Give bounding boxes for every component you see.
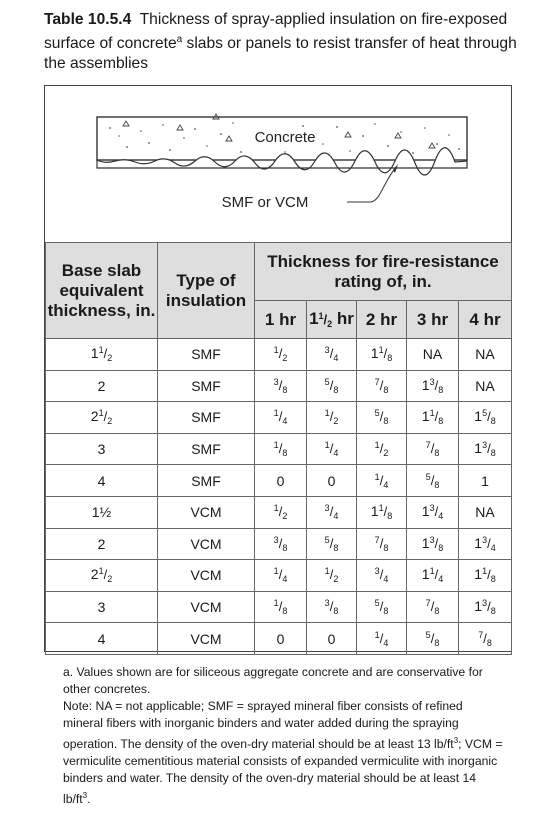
- cell-base-slab: 1½: [46, 496, 158, 528]
- cell-thickness: $^7/_8$: [407, 591, 459, 623]
- caption-footnote-mark: a: [176, 34, 183, 45]
- table-row: [46, 465, 512, 497]
- cell-type: SMF: [158, 339, 255, 371]
- cell-thickness: $1^1/_8$: [459, 560, 512, 592]
- slab-figure: [45, 86, 511, 242]
- cell-type: VCM: [158, 496, 255, 528]
- cell-type: VCM: [158, 591, 255, 623]
- cell-thickness: $^5/_8$: [307, 370, 357, 402]
- header-type: Type of insulation: [158, 243, 255, 339]
- cell-type: SMF: [158, 402, 255, 434]
- cell-base-slab: 2: [46, 528, 158, 560]
- cell-thickness: $1^3/_4$: [459, 528, 512, 560]
- footnote-a: a. Values shown are for siliceous aggregate concrete and are conservative for other concretes.: [63, 665, 483, 696]
- caption-text-1: Thickness of spray-applied insulation on fire-exposed surface of concrete: [44, 11, 508, 53]
- cell-base-slab: 4: [46, 465, 158, 497]
- cell-base-slab: $1^1/_2$: [46, 339, 158, 371]
- cell-type: SMF: [158, 433, 255, 465]
- cell-thickness: $1^3/_8$: [407, 370, 459, 402]
- table-row: [46, 591, 512, 623]
- note-sup-1: 3: [453, 736, 459, 745]
- cell-thickness: NA: [459, 339, 512, 371]
- cell-thickness: $1^3/_8$: [459, 433, 512, 465]
- header-rating: 2 hr: [357, 301, 407, 339]
- cell-type: SMF: [158, 465, 255, 497]
- cell-thickness: 0: [307, 623, 357, 655]
- cell-thickness: $1^1/_8$: [357, 339, 407, 371]
- cell-thickness: $1^3/_4$: [407, 496, 459, 528]
- cell-thickness: $^1/_4$: [307, 433, 357, 465]
- insulation-table: [45, 242, 512, 655]
- leader-line: [347, 166, 397, 202]
- cell-thickness: $^1/_4$: [357, 623, 407, 655]
- cell-thickness: $1^3/_8$: [459, 591, 512, 623]
- cell-base-slab: 3: [46, 591, 158, 623]
- cell-thickness: $^1/_2$: [255, 339, 307, 371]
- slab-diagram: [45, 86, 511, 242]
- table-row: [46, 560, 512, 592]
- note-text-1: Note: NA = not applicable; SMF = sprayed mineral fiber consists of refined mineral fibers with inorganic binders and water added during the spraying operation. The density of the oven-dry material should be at least 13 lb/ft: [63, 699, 463, 752]
- cell-type: VCM: [158, 623, 255, 655]
- table-row: [46, 496, 512, 528]
- cell-thickness: 1: [459, 465, 512, 497]
- cell-thickness: $^1/_4$: [255, 560, 307, 592]
- cell-thickness: 0: [307, 465, 357, 497]
- cell-base-slab: $2^1/_2$: [46, 402, 158, 434]
- caption-text-2: slabs or panels to resist transfer of heat through the assemblies: [44, 35, 517, 73]
- table-label: Table 10.5.4: [44, 11, 132, 28]
- cell-thickness: NA: [459, 496, 512, 528]
- header-thickness: Thickness for fire-resistance rating of, in.: [255, 243, 512, 301]
- note-text-2: ; VCM = vermiculite cementitious material consists of expanded vermiculite with inorganic binders and water. The density of the oven-dry material should be at least 14 lb/ft: [63, 737, 503, 807]
- header-rating: 3 hr: [407, 301, 459, 339]
- cell-thickness: 0: [255, 465, 307, 497]
- cell-thickness: $^1/_4$: [255, 402, 307, 434]
- header-rating: 4 hr: [459, 301, 512, 339]
- cell-thickness: $^1/_4$: [357, 465, 407, 497]
- cell-thickness: $1^1/_8$: [407, 402, 459, 434]
- header-base-slab: Base slab equivalent thickness, in.: [46, 243, 158, 339]
- cell-thickness: $^7/_8$: [407, 433, 459, 465]
- cell-thickness: $^1/_2$: [357, 433, 407, 465]
- cell-thickness: NA: [407, 339, 459, 371]
- table-row: [46, 402, 512, 434]
- cell-thickness: $^1/_2$: [307, 560, 357, 592]
- cell-thickness: $^1/_8$: [255, 591, 307, 623]
- note-text-3: .: [87, 792, 91, 807]
- table-row: [46, 339, 512, 371]
- cell-thickness: $^3/_4$: [307, 496, 357, 528]
- cell-thickness: $^7/_8$: [357, 528, 407, 560]
- insulation-label: SMF or VCM: [221, 194, 309, 211]
- cell-thickness: $^3/_4$: [357, 560, 407, 592]
- cell-type: VCM: [158, 528, 255, 560]
- cell-thickness: $^1/_8$: [255, 433, 307, 465]
- note-sup-2: 3: [82, 791, 88, 801]
- cell-thickness: $^3/_8$: [255, 528, 307, 560]
- cell-type: VCM: [158, 560, 255, 592]
- cell-base-slab: 4: [46, 623, 158, 655]
- cell-thickness: NA: [459, 370, 512, 402]
- table-row: [46, 433, 512, 465]
- table-row: [46, 528, 512, 560]
- cell-thickness: $^3/_4$: [307, 339, 357, 371]
- cell-base-slab: 2: [46, 370, 158, 402]
- table-frame: [44, 85, 512, 652]
- table-caption: [44, 10, 524, 74]
- concrete-label: Concrete: [254, 129, 316, 146]
- cell-thickness: $1^3/_8$: [407, 528, 459, 560]
- table-notes: [63, 664, 503, 808]
- table-row: [46, 623, 512, 655]
- cell-base-slab: 3: [46, 433, 158, 465]
- cell-thickness: $1^1/_8$: [357, 496, 407, 528]
- cell-thickness: $1^5/_8$: [459, 402, 512, 434]
- cell-thickness: $^7/_8$: [459, 623, 512, 655]
- cell-thickness: $^7/_8$: [357, 370, 407, 402]
- cell-thickness: $^1/_2$: [255, 496, 307, 528]
- cell-thickness: $^1/_2$: [307, 402, 357, 434]
- cell-thickness: 0: [255, 623, 307, 655]
- cell-thickness: $^5/_8$: [357, 402, 407, 434]
- header-rating: 1 hr: [255, 301, 307, 339]
- cell-base-slab: $2^1/_2$: [46, 560, 158, 592]
- header-rating: $1^1/_2$ hr: [307, 301, 357, 339]
- cell-thickness: $^5/_8$: [407, 623, 459, 655]
- cell-thickness: $^3/_8$: [255, 370, 307, 402]
- cell-thickness: $^3/_8$: [307, 591, 357, 623]
- cell-thickness: $^5/_8$: [407, 465, 459, 497]
- cell-thickness: $1^1/_4$: [407, 560, 459, 592]
- cell-type: SMF: [158, 370, 255, 402]
- table-note: [63, 698, 503, 808]
- table-row: [46, 370, 512, 402]
- cell-thickness: $^5/_8$: [307, 528, 357, 560]
- cell-thickness: $^5/_8$: [357, 591, 407, 623]
